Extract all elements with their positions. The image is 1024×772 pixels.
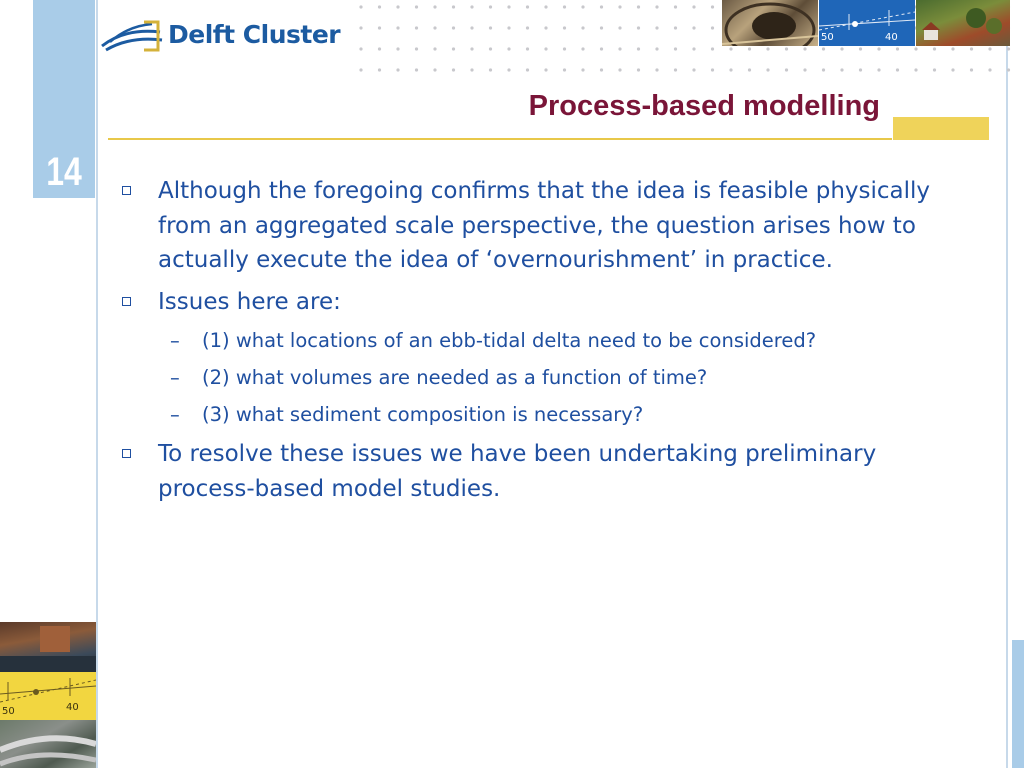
bullet-item — [120, 174, 970, 278]
square-bullet-icon — [122, 297, 131, 306]
square-bullet-icon — [122, 449, 131, 458]
logo-text: Delft Cluster — [168, 20, 341, 49]
houses-photo — [916, 0, 1010, 46]
highway-photo — [0, 720, 96, 768]
yellow-photo-label-40: 40 — [66, 702, 79, 713]
sub-bullet-text: (2) what volumes are needed as a function of time? — [202, 366, 708, 389]
bullet-text: Although the foregoing confirms that the idea is feasible physically from an aggregated scale perspective, the question arises how to actually execute the idea of ‘overnourishment’ in practice. — [158, 178, 931, 273]
canal-photo — [0, 622, 96, 672]
bullet-item — [120, 437, 970, 506]
dash-marker: – — [170, 366, 180, 389]
tunnel-photo — [722, 0, 818, 46]
slide-content — [120, 174, 970, 513]
bullet-text: Issues here are: — [158, 288, 341, 315]
square-bullet-icon — [122, 186, 131, 195]
sub-bullet-item — [120, 363, 970, 393]
right-accent-bar — [1012, 640, 1024, 768]
sub-bullet-text: (1) what locations of an ebb-tidal delta need to be considered? — [202, 329, 817, 352]
chart-photo — [819, 0, 915, 46]
bullet-text: To resolve these issues we have been undertaking preliminary process-based model studies. — [158, 441, 877, 502]
bullet-item — [120, 285, 970, 320]
yellow-photo-label-50: 50 — [2, 706, 15, 717]
title-underline — [108, 138, 892, 140]
chart-photo-yellow — [0, 672, 96, 720]
slide-title: Process-based modelling — [528, 90, 880, 122]
left-rail-line — [96, 0, 98, 768]
chart-photo-label-40: 40 — [885, 32, 898, 43]
sub-bullet-item — [120, 400, 970, 430]
sub-bullet-text: (3) what sediment composition is necessary? — [202, 403, 644, 426]
dash-marker: – — [170, 329, 180, 352]
sub-bullet-item — [120, 326, 970, 356]
slide-number: 14 — [46, 150, 82, 194]
title-accent-block — [893, 117, 989, 140]
dash-marker: – — [170, 403, 180, 426]
chart-photo-label-50: 50 — [821, 32, 834, 43]
right-rail-line — [1006, 0, 1008, 768]
